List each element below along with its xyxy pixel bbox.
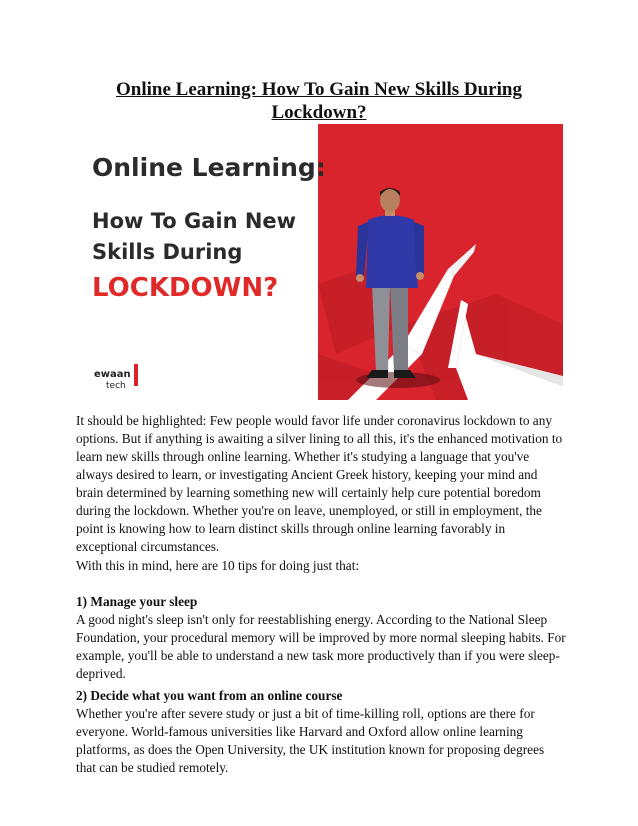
hero-line-4: LOCKDOWN? bbox=[92, 273, 279, 303]
tip-2 bbox=[76, 687, 566, 777]
tip-2-text: Whether you're after severe study or just a bit of time-killing roll, options are there for everyone. World-famous universities like Harvard and Oxford allow online learning platforms, as does the Open University, the UK institution known for proposing degrees that can be studied remotely. bbox=[76, 706, 545, 775]
hero-line-3: Skills During bbox=[92, 240, 243, 264]
hero-image bbox=[76, 124, 563, 400]
lead-paragraph: With this in mind, here are 10 tips for doing just that: bbox=[76, 558, 360, 573]
tip-2-heading: 2) Decide what you want from an online course bbox=[76, 688, 343, 703]
title-line-1: Online Learning: How To Gain New Skills During bbox=[116, 79, 522, 100]
tip-1 bbox=[76, 593, 566, 683]
tip-1-heading: 1) Manage your sleep bbox=[76, 594, 198, 609]
logo-word-1: ewaan bbox=[94, 369, 131, 380]
document-title bbox=[76, 78, 562, 124]
tip-1-text: A good night's sleep isn't only for reestablishing energy. According to the National Sleep Foundation, your procedural memory will be improved by more normal sleeping habits. For example, you'll be able to understand a new task more productively than if you were sleep-deprived. bbox=[76, 612, 566, 681]
intro-paragraph: It should be highlighted: Few people would favor life under coronavirus lockdown to any options. But if anything is awaiting a silver lining to all this, it's the enhanced motivation to learn new skills through online learning. Whether it's studying a language that you've always desired to learn, or investigating Ancient Greek history, keeping your mind and brain determined by learning something new will certainly help cure potential boredom during the lockdown. Whether you're on leave, unemployed, or still in employment, the point is knowing how to learn distinct skills through online learning favorably in exceptional circumstances. bbox=[76, 413, 563, 554]
hero-line-2: How To Gain New bbox=[92, 209, 297, 233]
title-line-2: Lockdown? bbox=[271, 102, 367, 123]
hero-line-1: Online Learning: bbox=[92, 153, 326, 182]
logo-word-2: tech bbox=[106, 381, 126, 391]
